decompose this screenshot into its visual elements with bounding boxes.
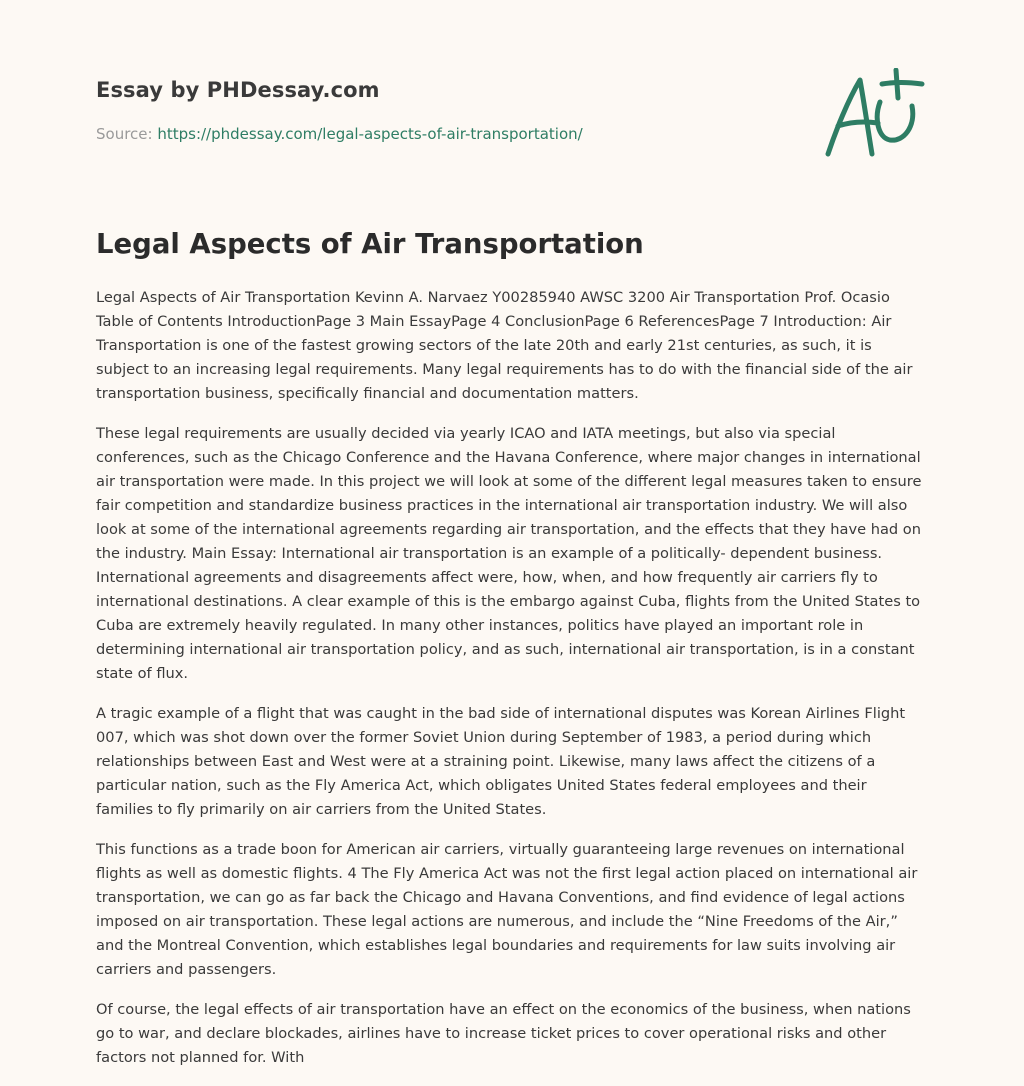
essay-paragraph: Of course, the legal effects of air transportation have an effect on the economics of the business, when nations go to war, and declare blockades, airlines have to increase ticket prices to cover operational risks and other factors not planned for. With [96,1001,911,1066]
essay-page [96,0,926,1084]
essay-paragraph: A tragic example of a flight that was caught in the bad side of international disputes was Korean Airlines Flight 007, which was shot down over the former Soviet Union during September of 1983, a period during which relationships between East and West were at a straining point. Likewise, many laws affect the citizens of a particular nation, such as the Fly America Act, which obligates United States federal employees and their families to fly primarily on air carriers from the United States. [96,705,906,818]
source-link[interactable]: https://phdessay.com/legal-aspects-of-air-transportation/ [157,125,583,143]
essay-title: Legal Aspects of Air Transportation [96,228,644,260]
essay-body [96,286,926,1086]
a-plus-grade-icon [824,68,928,164]
essay-paragraph: Legal Aspects of Air Transportation Kevinn A. Narvaez Y00285940 AWSC 3200 Air Transportation Prof. Ocasio Table of Contents IntroductionPage 3 Main EssayPage 4 ConclusionPage 6 ReferencesPage 7 Introduction: Air Transportation is one of the fastest growing sectors of the late 20th and early 21st centuries, as such, it is subject to an increasing legal requirements. Many legal requirements has to do with the financial side of the air transportation business, specifically financial and documentation matters. [96,289,913,402]
source-label: Source: [96,125,158,143]
source-line [96,125,583,143]
essay-header [96,74,926,174]
site-brand: Essay by PHDessay.com [96,78,380,102]
essay-paragraph: This functions as a trade boon for American air carriers, virtually guaranteeing large revenues on international flights as well as domestic flights. 4 The Fly America Act was not the first legal action placed on international air transportation, we can go as far back the Chicago and Havana Conventions, and find evidence of legal actions imposed on air transportation. These legal actions are numerous, and include the “Nine Freedoms of the Air,” and the Montreal Convention, which establishes legal boundaries and requirements for law suits involving air carriers and passengers. [96,841,918,978]
essay-paragraph: These legal requirements are usually decided via yearly ICAO and IATA meetings, but also via special conferences, such as the Chicago Conference and the Havana Conference, where major changes in international air transportation were made. In this project we will look at some of the different legal measures taken to ensure fair competition and standardize business practices in the international air transportation industry. We will also look at some of the international agreements regarding air transportation, and the effects that they have had on the industry. Main Essay: International air transportation is an example of a politically- dependent business. International agreements and disagreements affect were, how, when, and how frequently air carriers fly to international destinations. A clear example of this is the embargo against Cuba, flights from the United States to Cuba are extremely heavily regulated. In many other instances, politics have played an important role in determining international air transportation policy, and as such, international air transportation, is in a constant state of flux. [96,425,922,682]
